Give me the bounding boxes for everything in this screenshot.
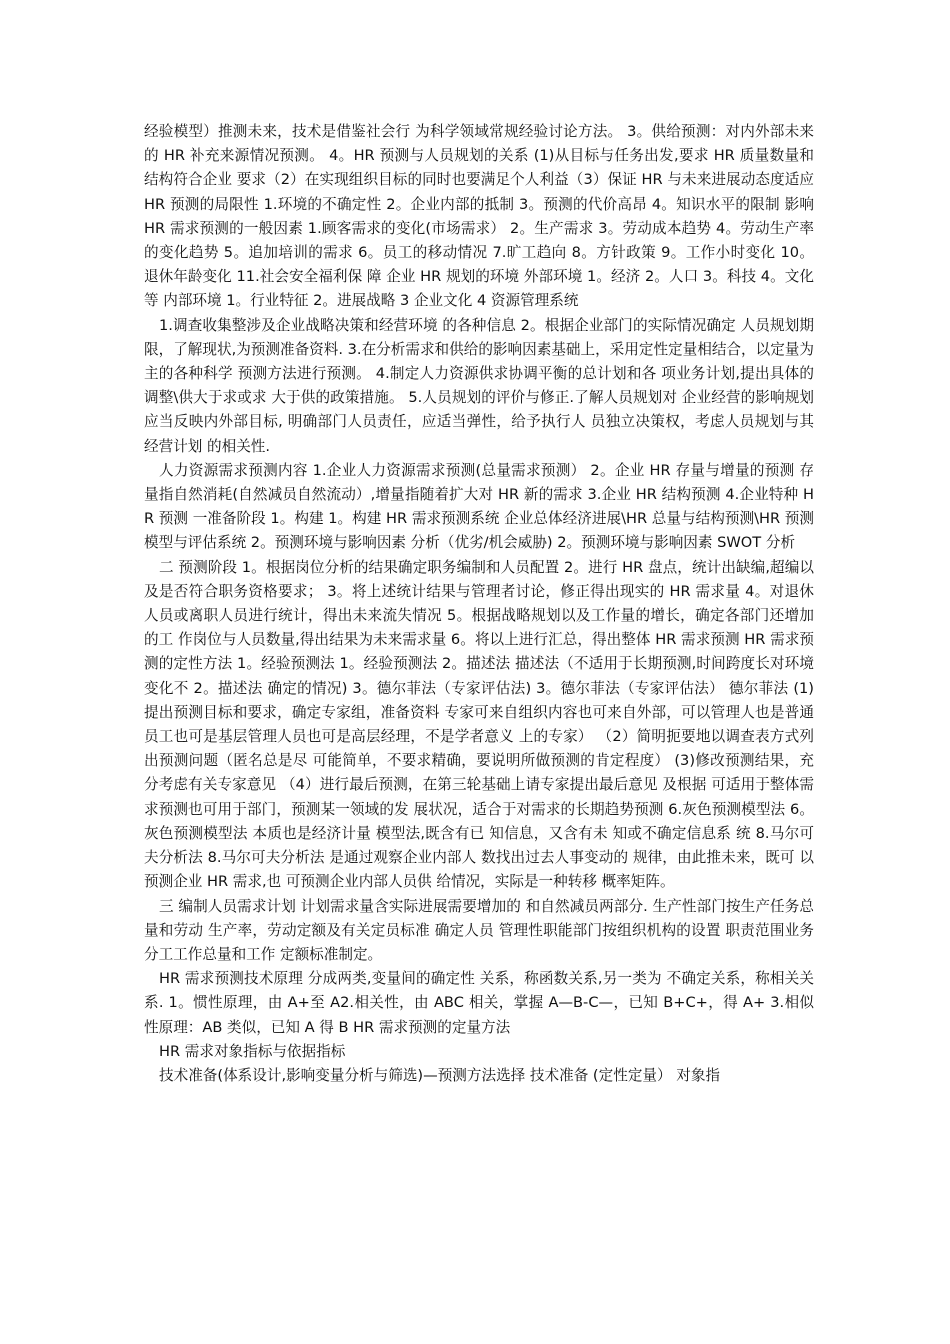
- paragraph: HR 需求预测技术原理 分成两类,变量间的确定性 关系，称函数关系,另一类为 不确定关系，称相关关系. 1。惯性原理，由 A+至 A2.相关性，由 ABC 相关，掌握 A—B-C—，已知 B+C+，得 A+ 3.相似性原理：AB 类似，已知 A 得 B HR 需求预测的定量方法: [144, 970, 814, 1036]
- paragraph: 二 预测阶段 1。根据岗位分析的结果确定职务编制和人员配置 2。进行 HR 盘点，统计出缺编,超编以及是否符合职务资格要求； 3。将上述统计结果与管理者讨论，修正得出现实的 HR 需求量 4。对退休人员或离职人员进行统计，得出未来流失情况 5。根据战略规划以及工作量的增长，确定各部门还增加的工 作岗位与人员数量,得出结果为未来需求量 6。将以上进行汇总，得出整体 HR 需求预测 HR 需求预测的定性方法 1。经验预测法 1。经验预测法 2。描述法 描述法（不适用于长期预测,时间跨度长对环境变化不 2。描述法 确定的情况) 3。德尔菲法（专家评估法) 3。德尔菲法（专家评估法） 德尔菲法 (1)提出预测目标和要求，确定专家组，准备资料 专家可来自组织内容也可来自外部，可以管理人也是普通 员工也可是基层管理人员也可是高层经理，不是学者意义 上的专家） （2）简明扼要地以调查表方式列出预测问题（匿名总是尽 可能简单，不要求精确，要说明所做预测的肯定程度） (3)修改预测结果，充分考虑有关专家意见 （4）进行最后预测，在第三轮基础上请专家提出最后意见 及根据 可适用于整体需求预测也可用于部门，预测某一领域的发 展状况，适合于对需求的长期趋势预测 6.灰色预测模型法 6。灰色预测模型法 本质也是经济计量 模型法,既含有已 知信息，又含有未 知或不确定信息系 统 8.马尔可夫分析法 8.马尔可夫分析法 是通过观察企业内部人 数找出过去人事变动的 规律，由此推未来，既可 以预测企业 HR 需求,也 可预测企业内部人员供 给情况，实际是一种转移 概率矩阵。: [144, 558, 814, 891]
- paragraph: 经验模型）推测未来，技术是借鉴社会行 为科学领域常规经验讨论方法。 3。供给预测：对内外部未来的 HR 补充来源情况预测。 4。HR 预测与人员规划的关系 (1)从目标与任务出发,要求 HR 质量数量和结构符合企业 要求（2）在实现组织目标的同时也要满足个人利益（3）保证 HR 与未来进展动态度适应 HR 预测的局限性 1.环境的不确定性 2。企业内部的抵制 3。预测的代价高昂 4。知识水平的限制 影响 HR 需求预测的一般因素 1.顾客需求的变化(市场需求） 2。生产需求 3。劳动成本趋势 4。劳动生产率的变化趋势 5。追加培训的需求 6。员工的移动情况 7.旷工趋向 8。方针政策 9。工作小时变化 10。 退休年龄变化 11.社会安全福利保 障 企业 HR 规划的环境 外部环境 1。经济 2。人口 3。科技 4。文化等 内部环境 1。行业特征 2。进展战略 3 企业文化 4 资源管理系统: [144, 123, 814, 310]
- paragraph: 技术准备(体系设计,影响变量分析与筛选)—预测方法选择 技术准备 (定性定量） 对象指: [159, 1066, 721, 1084]
- document-body: [144, 120, 814, 1088]
- paragraph: 1.调查收集整涉及企业战略决策和经营环境 的各种信息 2。根据企业部门的实际情况确定 人员规划期限，了解现状,为预测准备资料. 3.在分析需求和供给的影响因素基础上，采用定性定量相结合，以定量为主的各种科学 预测方法进行预测。 4.制定人力资源供求协调平衡的总计划和各 项业务计划,提出具体的调整\供大于求或求 大于供的政策措施。 5.人员规划的评价与修正.了解人员规划对 企业经营的影响规划应当反映内外部目标, 明确部门人员责任，应适当弹性，给予执行人 员独立决策权，考虑人员规划与其经营计划 的相关性.: [144, 316, 814, 455]
- paragraph: 人力资源需求预测内容 1.企业人力资源需求预测(总量需求预测） 2。企业 HR 存量与增量的预测 存量指自然消耗(自然减员自然流动）,增量指随着扩大对 HR 新的需求 3.企业 HR 结构预测 4.企业特种 HR 预测 一准备阶段 1。构建 1。构建 HR 需求预测系统 企业总体经济进展\HR 总量与结构预测\HR 预测模型与评估系统 2。预测环境与影响因素 分析（优劣/机会威胁) 2。预测环境与影响因素 SWOT 分析: [144, 461, 814, 552]
- paragraph: HR 需求对象指标与依据指标: [159, 1042, 346, 1060]
- paragraph: 三 编制人员需求计划 计划需求量含实际进展需要增加的 和自然减员两部分. 生产性部门按生产任务总量和劳动 生产率，劳动定额及有关定员标准 确定人员 管理性职能部门按组织机构的设置 职责范围业务分工工作总量和工作 定额标准制定。: [144, 897, 814, 963]
